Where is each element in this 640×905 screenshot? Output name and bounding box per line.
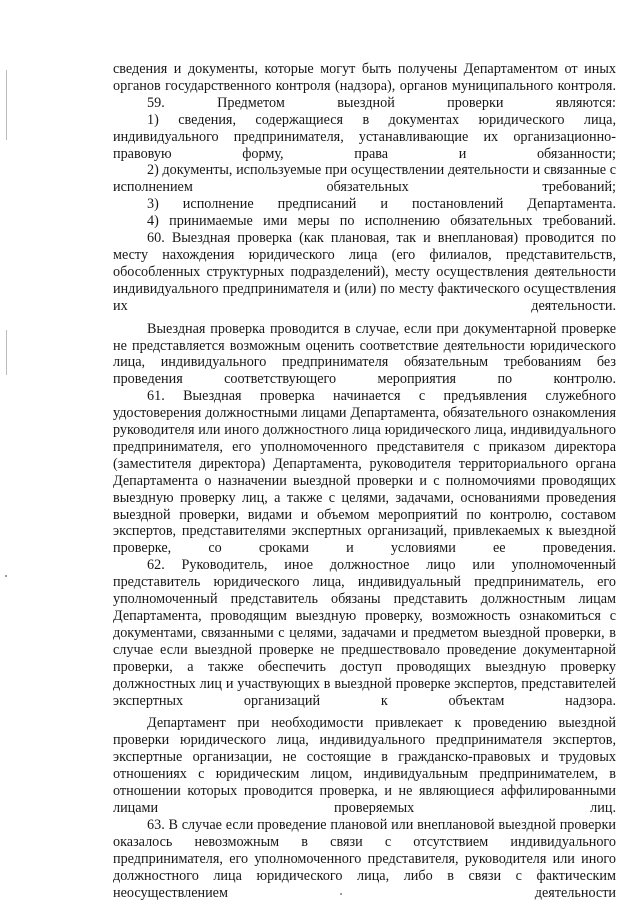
paragraph-59-item-1: 1) сведения, содержащиеся в документах юридического лица, индивидуального предпринимателя, устанавливающие их организационно-правовую форму, права и обязанности; bbox=[113, 111, 616, 162]
paragraph-63: 63. В случае если проведение плановой или внеплановой выездной проверки оказалось невозможным в связи с отсутствием индивидуального предпринимателя, его уполномоченного представителя, руководителя или иного должностного лица юридического лица, либо в связи с фактическим неосуществлением деятельности bbox=[113, 816, 616, 901]
scan-margin-dot bbox=[5, 575, 7, 577]
paragraph-59-item-3: 3) исполнение предписаний и постановлений Департамента. bbox=[147, 196, 616, 213]
paragraph-60-continued: Выездная проверка проводится в случае, если при документарной проверке не представляется возможным оценить соответствие деятельности юридического лица, индивидуального предпринимателя обязательным требованиям без проведения соответствующего мероприятия по контролю. bbox=[113, 320, 616, 388]
scan-margin-mark bbox=[6, 70, 7, 140]
scan-margin-mark bbox=[6, 330, 7, 375]
paragraph-62: 62. Руководитель, иное должностное лицо или уполномоченный представитель юридического лица, индивидуальный предприниматель, его уполномоченный представитель обязаны представить должностным лицам Департамента, проводящим выездную проверку, возможность ознакомиться с документами, связанными с целями, задачами и предметом выездной проверки, в случае если выездной проверке не предшествовало проведение документарной проверки, а также обеспечить доступ проводящих выездную проверку должностных лиц и участвующих в выездной проверке экспертов, представителей экспертных организаций к объектам надзора. bbox=[113, 557, 616, 709]
paragraph-continuation: сведения и документы, которые могут быть получены Департаментом от иных органов государственного контроля (надзора), органов муниципального контроля. bbox=[113, 61, 616, 94]
paragraph-62-continued: Департамент при необходимости привлекает к проведению выездной проверки юридического лица, индивидуального предпринимателя экспертов, экспертные организации, не состоящие в гражданско-правовых и трудовых отношениях с юридическим лицом, индивидуальным предпринимателем, в отношении которых проводится проверка, и не являющиеся аффилированными лицами проверяемых лиц. bbox=[113, 715, 616, 816]
document-body bbox=[113, 61, 616, 901]
paragraph-60: 60. Выездная проверка (как плановая, так и внеплановая) проводится по месту нахождения юридического лица (его филиалов, представительств, обособленных структурных подразделений), месту осуществления деятельности индивидуального предпринимателя и (или) по месту фактического осуществления их деятельности. bbox=[113, 230, 616, 314]
paragraph-61: 61. Выездная проверка начинается с предъявления служебного удостоверения должностными лицами Департамента, обязательного ознакомления руководителя или иного должностного лица юридического лица, индивидуального предпринимателя, его уполномоченного представителя с приказом директора (заместителя директора) Департамента, руководителя территориального органа Департамента о назначении выездной проверки и с полномочиями проводящих выездную проверку лиц, а также с целями, задачами, основаниями проведения выездной проверки, видами и объемом мероприятий по контролю, составом экспертов, представителями экспертных организаций, привлекаемых к выездной проверке, со сроками и условиями ее проведения. bbox=[113, 388, 616, 557]
paragraph-59-heading: 59. Предметом выездной проверки являются: bbox=[147, 94, 616, 111]
paragraph-59-item-2: 2) документы, используемые при осуществлении деятельности и связанные с исполнением обязательных требований; bbox=[113, 162, 616, 196]
paragraph-59-item-4: 4) принимаемые ими меры по исполнению обязательных требований. bbox=[147, 213, 616, 230]
